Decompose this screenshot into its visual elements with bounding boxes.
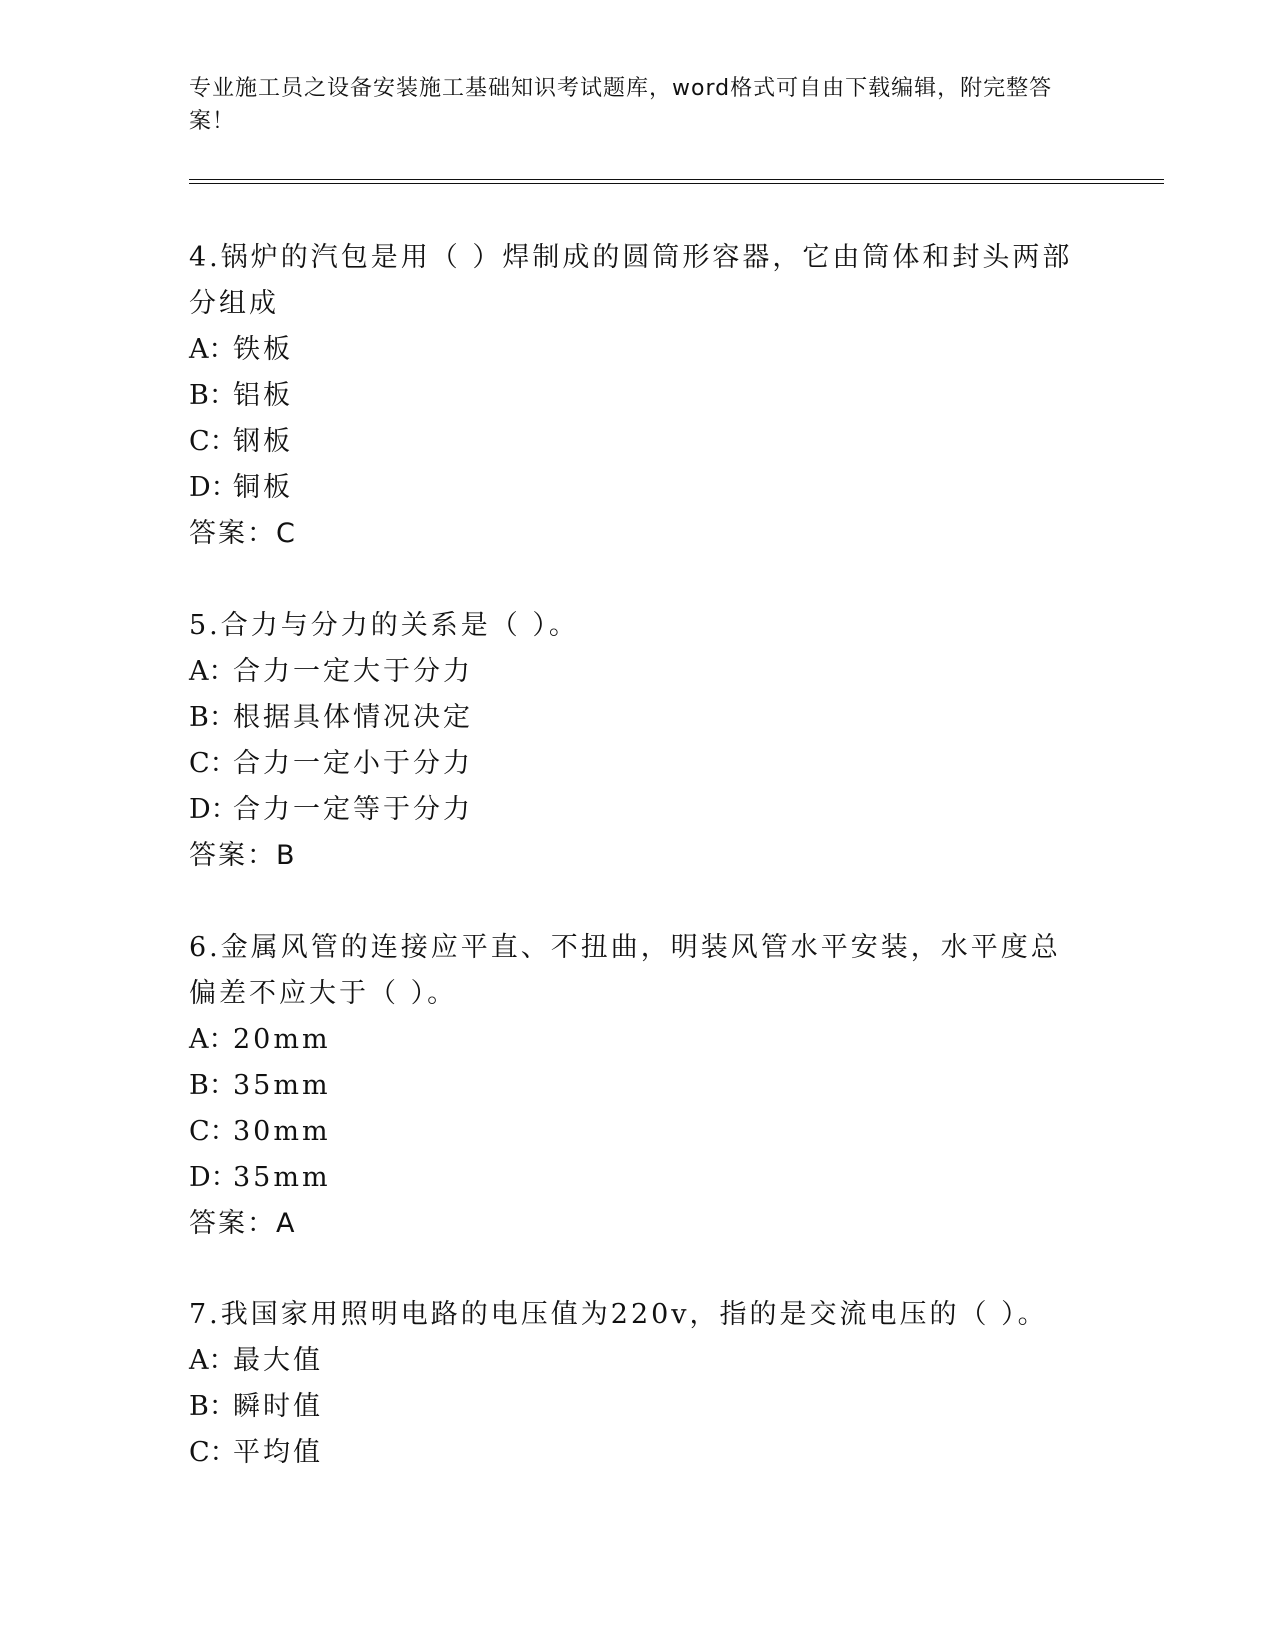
answer-line: 答案：B xyxy=(189,840,297,871)
option-a xyxy=(189,1017,1089,1063)
option-text: 铁板 xyxy=(233,334,293,365)
option-text: 钢板 xyxy=(233,426,293,457)
option-text: 根据具体情况决定 xyxy=(233,702,473,733)
question-7 xyxy=(189,1292,1089,1476)
option-letter: B： xyxy=(189,380,236,411)
option-text: 合力一定等于分力 xyxy=(233,794,473,825)
option-letter: A： xyxy=(189,1024,236,1055)
option-letter: D： xyxy=(189,472,238,503)
option-letter: A： xyxy=(189,334,236,365)
option-a xyxy=(189,327,1089,373)
option-text: 合力一定小于分力 xyxy=(233,748,473,779)
document-header: 专业施工员之设备安装施工基础知识考试题库，word格式可自由下载编辑，附完整答案！ xyxy=(189,76,1053,134)
option-b xyxy=(189,1063,1089,1109)
option-letter: D： xyxy=(189,1162,238,1193)
option-text: 35mm xyxy=(233,1162,331,1193)
option-d xyxy=(189,787,1089,833)
option-c xyxy=(189,1109,1089,1155)
header-divider-bottom xyxy=(189,183,1164,184)
question-stem: 5.合力与分力的关系是（ ）。 xyxy=(189,610,579,641)
option-letter: B： xyxy=(189,1070,236,1101)
header-divider-top xyxy=(189,179,1164,180)
option-d xyxy=(189,465,1089,511)
option-letter: B： xyxy=(189,702,236,733)
option-letter: B： xyxy=(189,1391,236,1422)
option-c xyxy=(189,741,1089,787)
answer-line: 答案：C xyxy=(189,518,297,549)
option-text: 30mm xyxy=(233,1116,331,1147)
question-stem: 7.我国家用照明电路的电压值为220v，指的是交流电压的（ ）。 xyxy=(189,1299,1048,1330)
option-text: 20mm xyxy=(233,1024,331,1055)
option-a xyxy=(189,649,1089,695)
question-4 xyxy=(189,235,1089,557)
option-text: 铝板 xyxy=(233,380,293,411)
option-a xyxy=(189,1338,1089,1384)
option-text: 35mm xyxy=(233,1070,331,1101)
option-b xyxy=(189,695,1089,741)
option-letter: A： xyxy=(189,656,236,687)
question-stem: 6.金属风管的连接应平直、不扭曲，明装风管水平安装，水平度总偏差不应大于（ ）。 xyxy=(189,932,1061,1009)
option-c xyxy=(189,419,1089,465)
option-text: 平均值 xyxy=(233,1437,323,1468)
answer-line: 答案：A xyxy=(189,1208,297,1239)
option-letter: C： xyxy=(189,426,237,457)
question-stem: 4.锅炉的汽包是用（ ）焊制成的圆筒形容器，它由筒体和封头两部分组成 xyxy=(189,242,1073,319)
option-d xyxy=(189,1155,1089,1201)
option-b xyxy=(189,1384,1089,1430)
option-letter: C： xyxy=(189,1437,237,1468)
question-5 xyxy=(189,603,1089,879)
option-letter: C： xyxy=(189,1116,237,1147)
option-text: 铜板 xyxy=(233,472,293,503)
question-6 xyxy=(189,925,1089,1247)
option-letter: A： xyxy=(189,1345,236,1376)
option-b xyxy=(189,373,1089,419)
option-letter: C： xyxy=(189,748,237,779)
option-c xyxy=(189,1430,1089,1476)
option-text: 合力一定大于分力 xyxy=(233,656,473,687)
option-letter: D： xyxy=(189,794,238,825)
option-text: 瞬时值 xyxy=(233,1391,323,1422)
option-text: 最大值 xyxy=(233,1345,323,1376)
